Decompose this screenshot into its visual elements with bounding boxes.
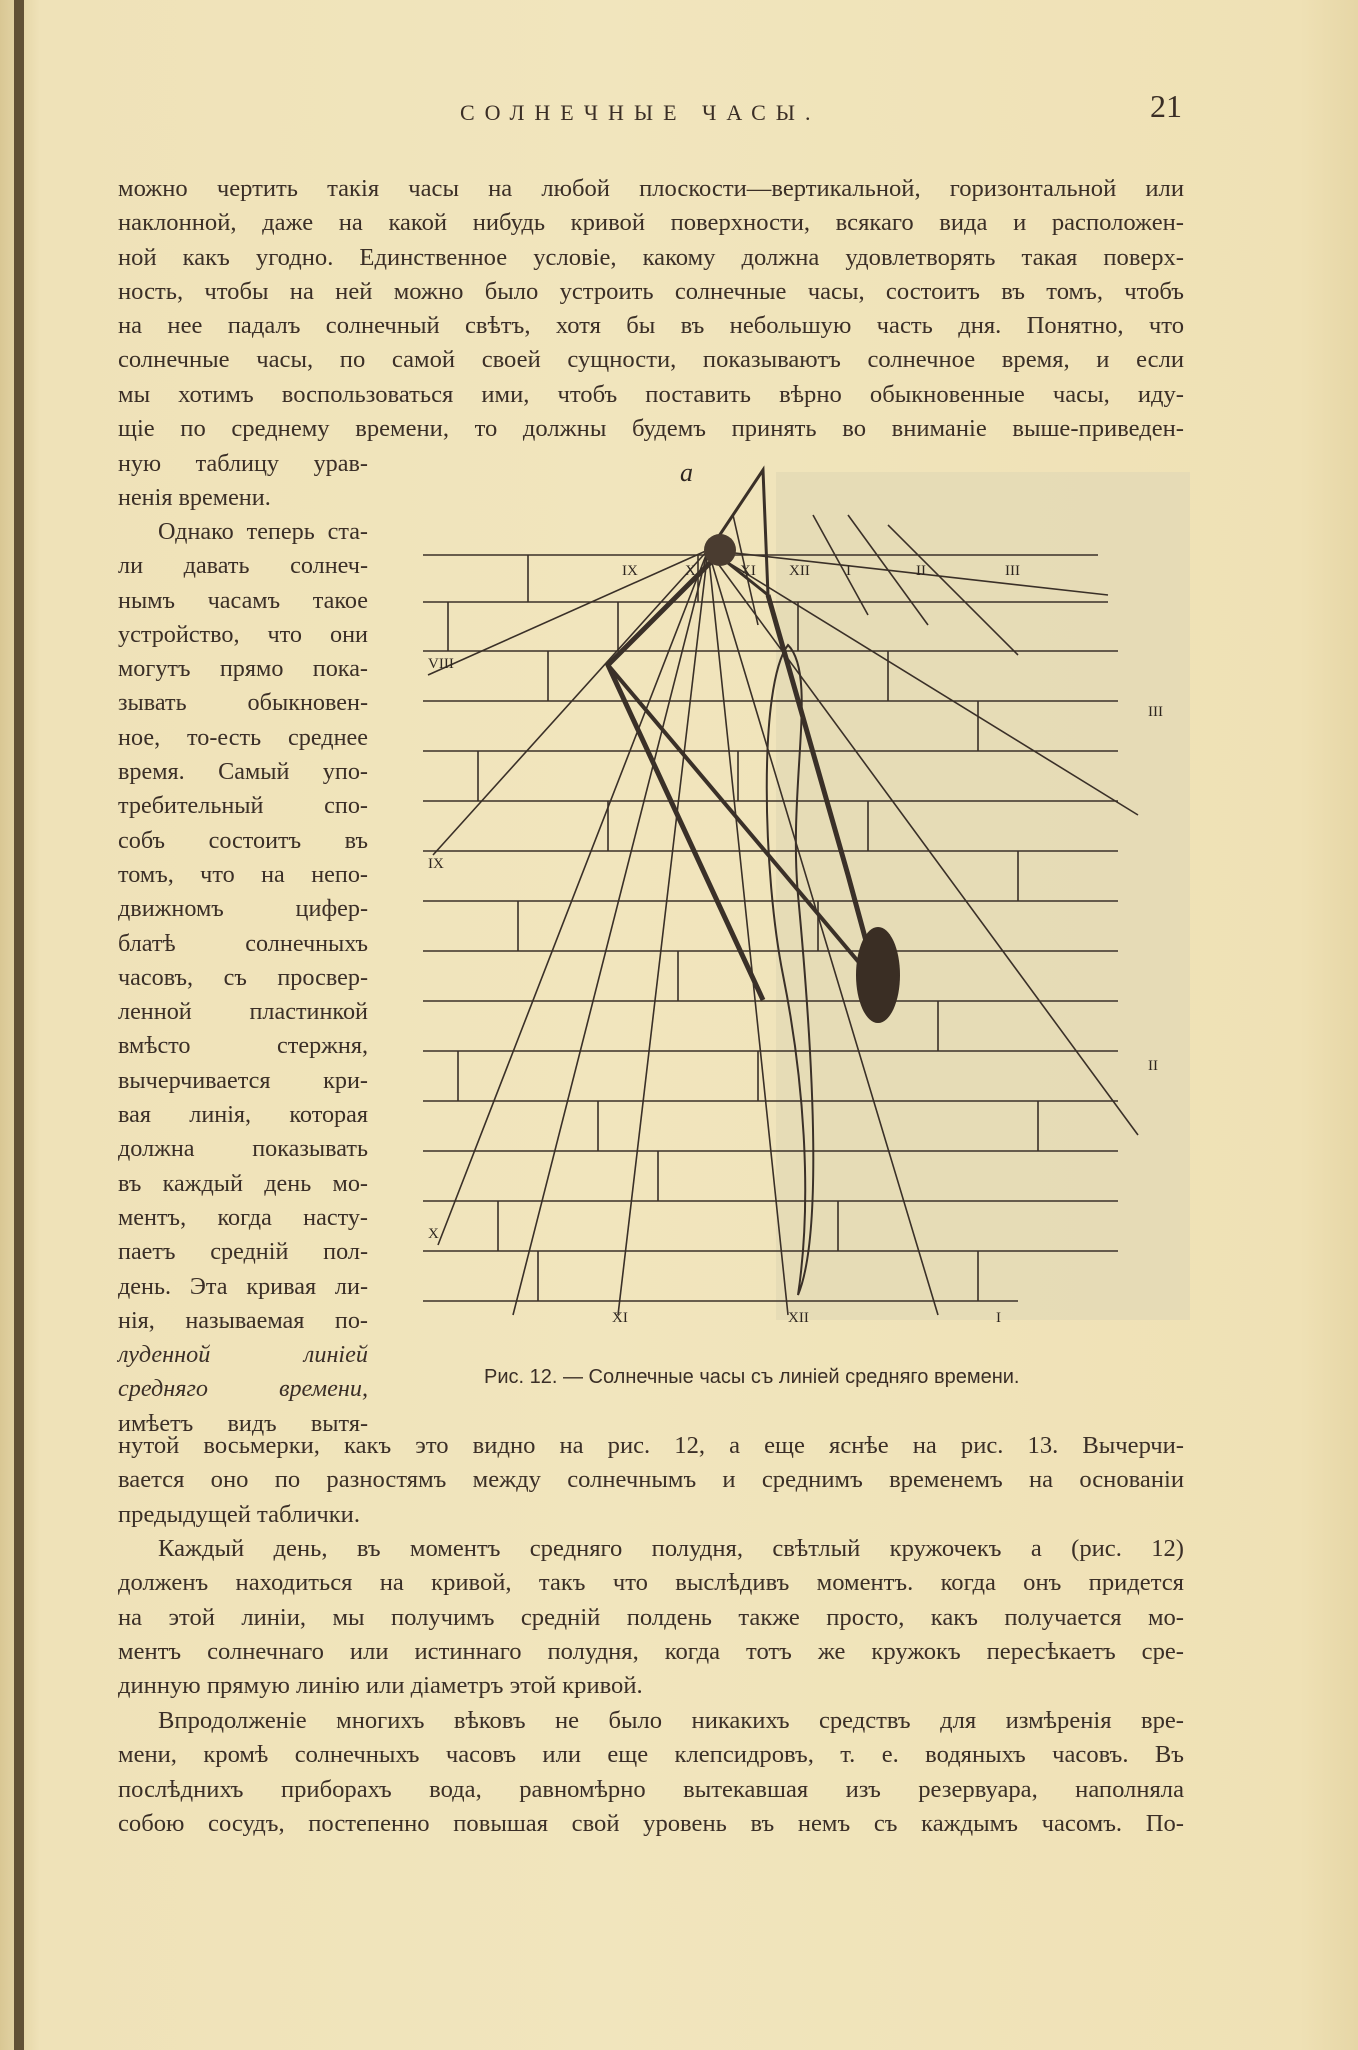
page-spine-shadow bbox=[14, 0, 24, 2050]
text-line: долженъ находиться на кривой, такъ что выслѣдивъ моментъ. когда онъ придется bbox=[118, 1569, 1184, 1597]
text-line: зывать обыкновен- bbox=[118, 689, 368, 717]
text-line: солнечные часы, по самой своей сущности, показываютъ солнечное время, и если bbox=[118, 346, 1184, 374]
text-line: нія, называемая по- bbox=[118, 1306, 368, 1334]
text-line: ментъ солнечнаго или истиннаго полудня, когда тотъ же кружокъ пересѣкаетъ сре- bbox=[118, 1637, 1184, 1665]
text-line: томъ, что на непо- bbox=[118, 860, 368, 888]
text-line: имѣетъ видъ вытя- bbox=[118, 1409, 368, 1437]
numeral-ii-right: II bbox=[1148, 1058, 1158, 1074]
paragraph-3 bbox=[118, 1532, 1184, 1703]
text-line: собъ состоитъ въ bbox=[118, 826, 368, 854]
text-line: Впродолженіе многихъ вѣковъ не было никакихъ средствъ для измѣренія вре- bbox=[158, 1707, 1184, 1734]
paragraph-1 bbox=[118, 172, 1184, 446]
text-line: Каждый день, въ моментъ средняго полудня, свѣтлый кружочекъ a (рис. 12) bbox=[158, 1535, 1184, 1562]
text-line: вычерчивается кри- bbox=[118, 1066, 368, 1094]
paragraph-4 bbox=[118, 1704, 1184, 1841]
text-line: можно чертить такія часы на любой плоскости—вертикальной, горизонтальной или bbox=[118, 175, 1184, 202]
text-line: ное, то-есть среднее bbox=[118, 723, 368, 751]
text-line: мы хотимъ воспользоваться ими, чтобъ поставить вѣрно обыкновенные часы, иду- bbox=[118, 380, 1184, 408]
text-line: ленной пластинкой bbox=[118, 998, 368, 1026]
numeral-xi-top: XI bbox=[740, 563, 756, 579]
numeral-viii: VIII bbox=[428, 656, 454, 672]
text-line: предыдущей таблички. bbox=[118, 1500, 360, 1528]
text-line: въ каждый день мо- bbox=[118, 1169, 368, 1197]
text-line: Однако теперь ста- bbox=[158, 518, 368, 545]
text-line: часовъ, съ просвер- bbox=[118, 963, 368, 991]
text-line: время. Самый упо- bbox=[118, 758, 368, 786]
text-line: на нее падалъ солнечный свѣтъ, хотя бы въ небольшую часть дня. Понятно, что bbox=[118, 312, 1184, 340]
text-line: вмѣсто стержня, bbox=[118, 1032, 368, 1060]
text-line: на этой линіи, мы получимъ средній полдень также просто, какъ получается мо- bbox=[118, 1603, 1184, 1631]
paragraph-1-tail bbox=[118, 447, 368, 516]
numeral-iii-top: III bbox=[1005, 563, 1020, 579]
text-line: наклонной, даже на какой нибудь кривой поверхности, всякаго вида и расположен- bbox=[118, 209, 1184, 237]
numeral-x-top: X bbox=[685, 563, 696, 579]
text-line: мени, кромѣ солнечныхъ часовъ или еще клепсидровъ, т. е. водяныхъ часовъ. Въ bbox=[118, 1741, 1184, 1769]
numeral-ix-left: IX bbox=[428, 856, 444, 872]
page-number: 21 bbox=[1150, 88, 1182, 124]
text-line: движномъ цифер- bbox=[118, 895, 368, 923]
text-line: динную прямую линію или діаметръ этой кривой. bbox=[118, 1672, 643, 1700]
text-line: должна показывать bbox=[118, 1135, 368, 1163]
numeral-iii-right: III bbox=[1148, 704, 1163, 720]
text-line: паетъ средній пол- bbox=[118, 1238, 368, 1266]
text-line: день. Эта кривая ли- bbox=[118, 1272, 368, 1300]
paragraph-2-narrow-column bbox=[118, 515, 368, 1441]
text-line: могутъ прямо пока- bbox=[118, 655, 368, 683]
numeral-xii-top: XII bbox=[789, 563, 810, 579]
numeral-i-top: I bbox=[846, 563, 851, 579]
text-line: луденной линіей bbox=[118, 1341, 368, 1369]
numeral-x-left: X bbox=[428, 1226, 439, 1242]
text-line: требительный спо- bbox=[118, 792, 368, 820]
numeral-i-bottom: I bbox=[996, 1310, 1001, 1326]
numeral-ix-top: IX bbox=[622, 563, 638, 579]
sundial-figure bbox=[418, 455, 1198, 1335]
text-line: ненія времени. bbox=[118, 484, 271, 512]
text-line: нымъ часамъ такое bbox=[118, 586, 368, 614]
paragraph-2-continuation bbox=[118, 1429, 1184, 1532]
text-line: послѣднихъ приборахъ вода, равномѣрно вытекавшая изъ резервуара, наполняла bbox=[118, 1775, 1184, 1803]
text-line: устройство, что они bbox=[118, 620, 368, 648]
text-line: щіе по среднему времени, то должны будемъ принять во вниманіе выше-приведен- bbox=[118, 415, 1184, 443]
text-line: ментъ, когда насту- bbox=[118, 1203, 368, 1231]
text-line: блатѣ солнечныхъ bbox=[118, 929, 368, 957]
text-line: ную таблицу урав- bbox=[118, 450, 368, 477]
text-line: ной какъ угодно. Единственное условіе, какому должна удовлетворять такая поверх- bbox=[118, 243, 1184, 271]
figure-caption: Рис. 12. — Солнечные часы съ линіей средняго времени. bbox=[484, 1366, 1020, 1388]
running-title: СОЛНЕЧНЫЕ ЧАСЫ. bbox=[460, 100, 821, 125]
text-line: средняго времени, bbox=[118, 1375, 368, 1403]
numeral-ii-top: II bbox=[916, 563, 926, 579]
numeral-xii-bottom: XII bbox=[788, 1310, 809, 1326]
text-line: ли давать солнеч- bbox=[118, 552, 368, 580]
text-line: вается оно по разностямъ между солнечнымъ и среднимъ временемъ на основаніи bbox=[118, 1466, 1184, 1494]
label-a: a bbox=[680, 458, 693, 487]
numeral-xi-bottom: XI bbox=[612, 1310, 628, 1326]
text-line: ность, чтобы на ней можно было устроить солнечные часы, состоитъ въ томъ, чтобъ bbox=[118, 277, 1184, 305]
text-line: вая линія, которая bbox=[118, 1101, 368, 1129]
text-line: собою сосудъ, постепенно повышая свой уровень въ немъ съ каждымъ часомъ. По- bbox=[118, 1809, 1184, 1837]
text-line: нутой восьмерки, какъ это видно на рис. 12, а еще яснѣе на рис. 13. Вычерчи- bbox=[118, 1432, 1184, 1459]
